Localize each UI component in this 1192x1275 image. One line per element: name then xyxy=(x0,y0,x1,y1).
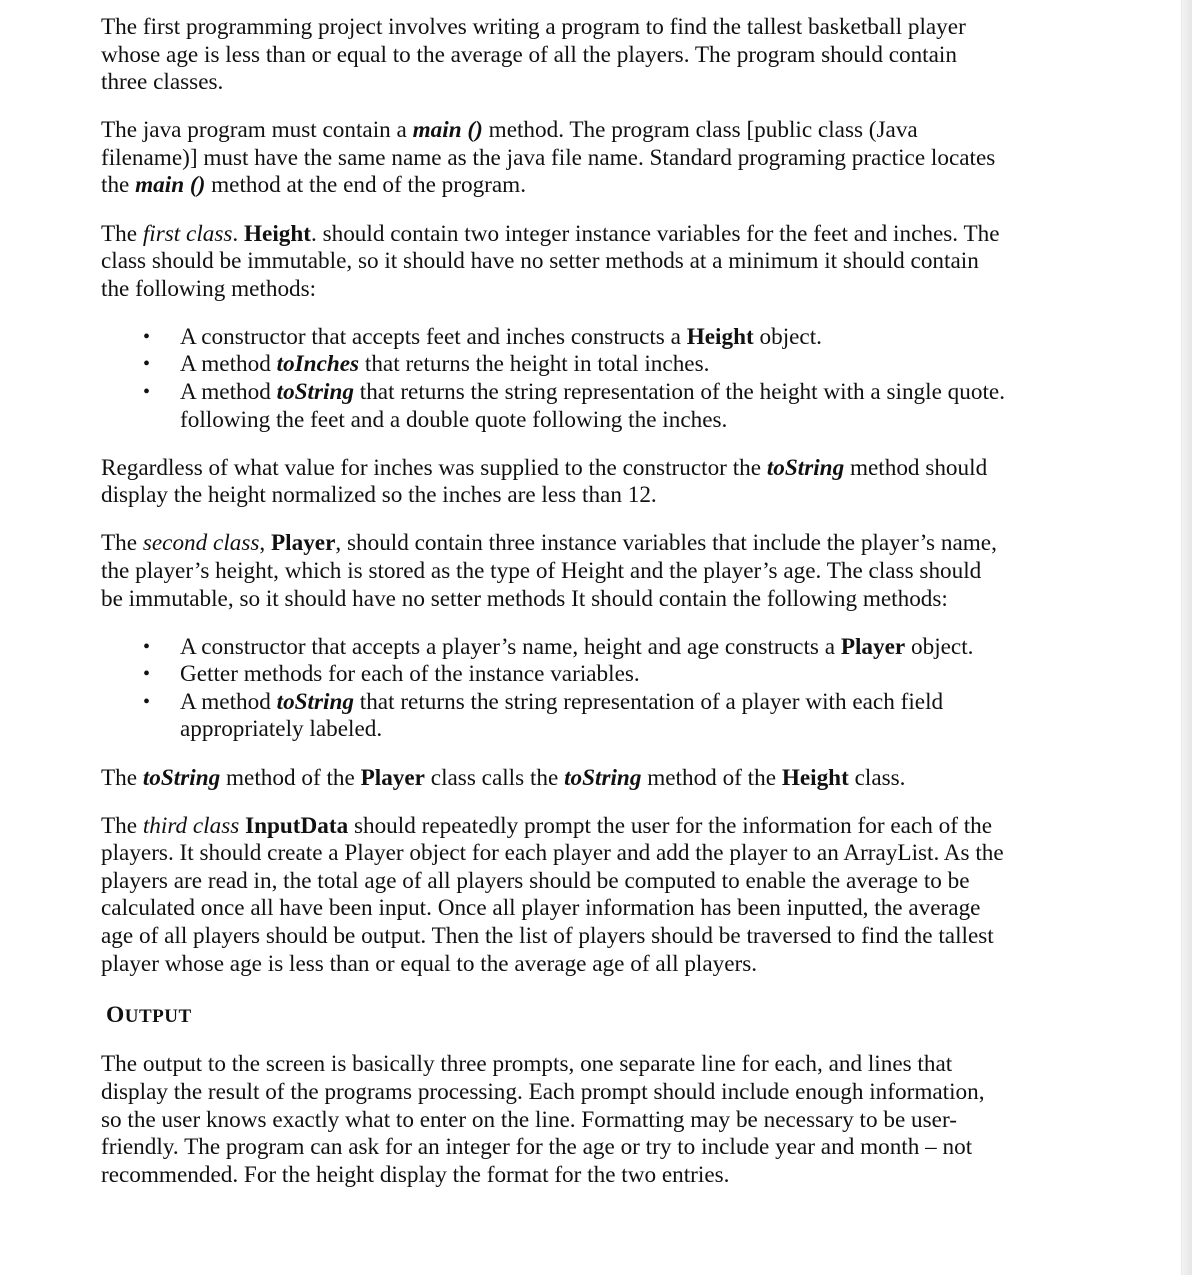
text-line: filename)] must have the same name as the java file name. Standard programing practice locates xyxy=(101,144,996,171)
text-line: display the height normalized so the inches are less than 12. xyxy=(101,482,657,509)
text-line: friendly. The program can ask for an integer for the age or try to include year and month – not xyxy=(101,1134,973,1161)
player-methods-list xyxy=(101,634,1051,744)
text-line: be immutable, so it should have no setter methods It should contain the following methods: xyxy=(101,585,948,612)
text-line: age of all players should be output. Then the list of players should be traversed to find the tallest xyxy=(101,923,994,950)
list-item: • A method toString that returns the string representation of a player with each field appropriately labeled. xyxy=(180,689,1051,744)
text-line: The first class. Height. should contain two integer instance variables for the feet and inches. The xyxy=(101,220,1000,247)
main-method-term: main () xyxy=(412,117,483,144)
text-line: The output to the screen is basically three prompts, one separate line for each, and lines that xyxy=(101,1051,953,1078)
list-item: • A constructor that accepts feet and inches constructs a Height object. xyxy=(180,324,1051,352)
list-item: • A constructor that accepts a player’s name, height and age constructs a Player object. xyxy=(180,634,1051,662)
player-class-name: Player xyxy=(271,530,336,557)
text-line: whose age is less than or equal to the average of all the players. The program should contain xyxy=(101,41,957,68)
intro-paragraph xyxy=(101,14,1051,97)
height-methods-list xyxy=(101,324,1051,434)
text-line: so the user knows exactly what to enter on the line. Formatting may be necessary to be user- xyxy=(101,1106,957,1133)
output-heading: OUTPUT xyxy=(106,1002,192,1029)
page-edge-shadow xyxy=(1181,0,1192,1275)
inputdata-class-paragraph xyxy=(101,813,1051,979)
text-line: The second class, Player, should contain three instance variables that include the player’s name, xyxy=(101,530,997,557)
text-line: recommended. For the height display the format for the two entries. xyxy=(101,1161,730,1188)
inputdata-class-name: InputData xyxy=(245,812,349,839)
text-line: display the result of the programs processing. Each prompt should include enough information, xyxy=(101,1078,985,1105)
text-line: players. It should create a Player object for each player and add the player to an ArrayList. As the xyxy=(101,840,1004,867)
text-line: The first programming project involves writing a program to find the tallest basketball player xyxy=(101,14,966,40)
text-line: The java program must contain a main () method. The program class [public class (Java xyxy=(101,117,918,144)
text-line: the player’s height, which is stored as the type of Height and the player’s age. The class should xyxy=(101,558,982,584)
text-line: players are read in, the total age of all players should be computed to enable the average to be xyxy=(101,867,970,894)
text-line: the following methods: xyxy=(101,275,317,302)
text-line: The third class InputData should repeatedly prompt the user for the information for each of the xyxy=(101,812,993,839)
text-line: three classes. xyxy=(101,69,224,96)
list-item: • Getter methods for each of the instance variables. xyxy=(180,661,1051,689)
text-line: the main () method at the end of the program. xyxy=(101,172,527,199)
text-line: class should be immutable, so it should have no setter methods at a minimum it should contain xyxy=(101,248,979,275)
text-line: Regardless of what value for inches was supplied to the constructor the toString method should xyxy=(101,454,988,481)
text-line: calculated once all have been input. Once all player information has been inputted, the average xyxy=(101,895,981,922)
main-method-term: main () xyxy=(135,172,206,199)
height-class-paragraph xyxy=(101,221,1051,304)
output-paragraph xyxy=(101,1051,1051,1189)
text-line: The toString method of the Player class calls the toString method of the Height class. xyxy=(101,764,906,791)
list-item: • A method toString that returns the string representation of the height with a single quote. following the feet and a double quote following the inches. xyxy=(180,379,1051,434)
height-class-name: Height xyxy=(244,220,311,247)
document-content xyxy=(101,14,1051,1189)
list-item: • A method toInches that returns the height in total inches. xyxy=(180,351,1051,379)
text-line: player whose age is less than or equal to the average age of all players. xyxy=(101,950,758,977)
tostring-note-paragraph xyxy=(101,765,1051,793)
main-method-paragraph xyxy=(101,117,1051,200)
normalize-paragraph xyxy=(101,455,1051,510)
player-class-paragraph xyxy=(101,530,1051,613)
